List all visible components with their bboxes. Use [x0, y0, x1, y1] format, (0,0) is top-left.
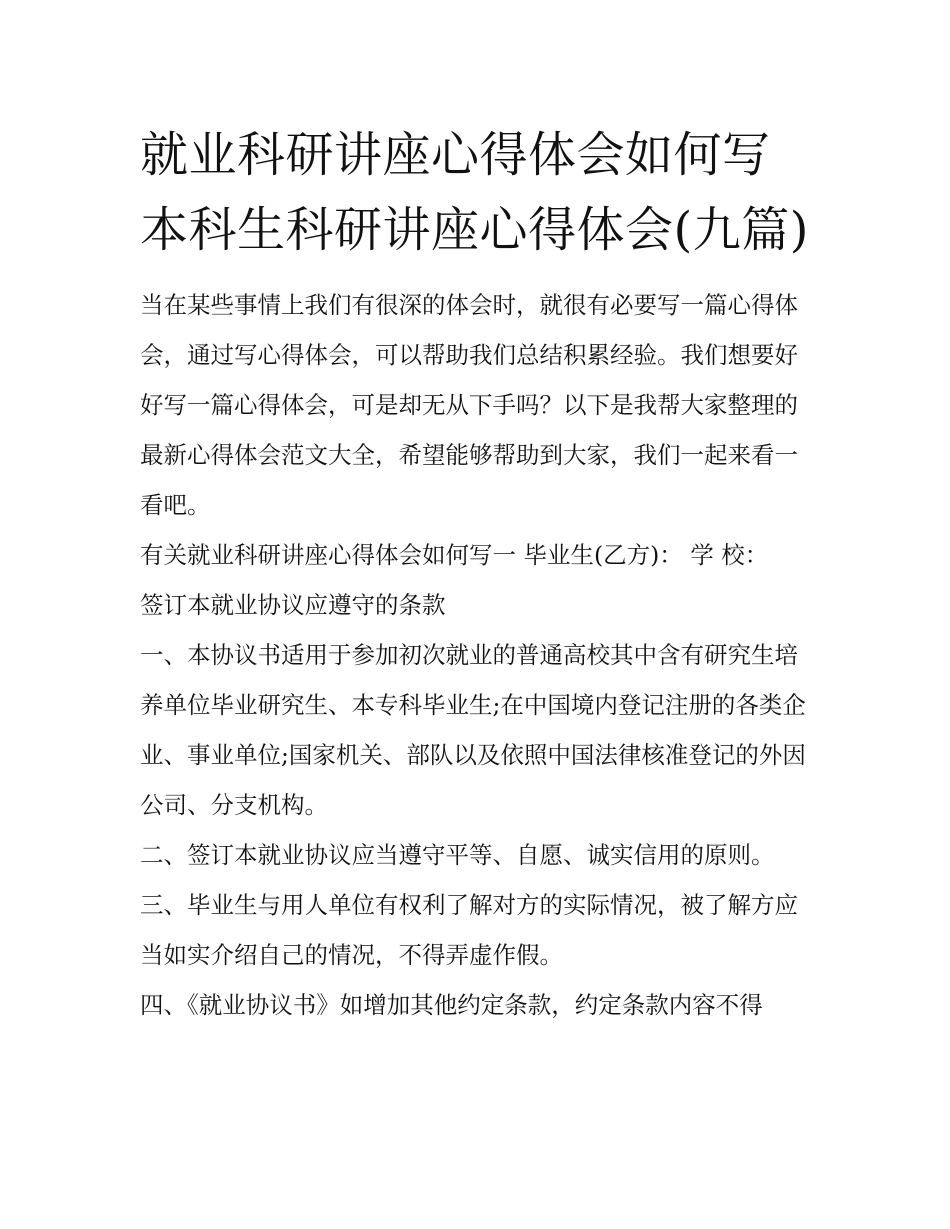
paragraph-terms-heading: 签订本就业协议应遵守的条款 [140, 591, 446, 619]
paragraph-term-3: 三、毕业生与用人单位有权利了解对方的实际情况，被了解方应当如实介绍自己的情况，不得弄虚作假。 [140, 891, 798, 969]
paragraph-term-2: 二、签订本就业协议应当遵守平等、自愿、诚实信用的原则。 [140, 841, 775, 869]
paragraph-intro: 当在某些事情上我们有很深的体会时，就很有必要写一篇心得体会，通过写心得体会，可以帮助我们总结积累经验。我们想要好好写一篇心得体会，可是却无从下手吗？以下是我帮大家整理的最新心得体会范文大全，希望能够帮助到大家，我们一起来看一看吧。 [140, 291, 798, 519]
paragraph-section-heading: 有关就业科研讲座心得体会如何写一 毕业生(乙方)： 学 校： [140, 541, 769, 569]
document-content [140, 118, 820, 1030]
document-title: 就业科研讲座心得体会如何写 本科生科研讲座心得体会(九篇) [140, 127, 809, 258]
paragraph-term-4: 四、《就业协议书》如增加其他约定条款，约定条款内容不得 [140, 991, 763, 1019]
paragraph-term-1: 一、本协议书适用于参加初次就业的普通高校其中含有研究生培养单位毕业研究生、本专科毕业生;在中国境内登记注册的各类企业、事业单位;国家机关、部队以及依照中国法律核准登记的外因公司、分支机构。 [140, 641, 806, 819]
